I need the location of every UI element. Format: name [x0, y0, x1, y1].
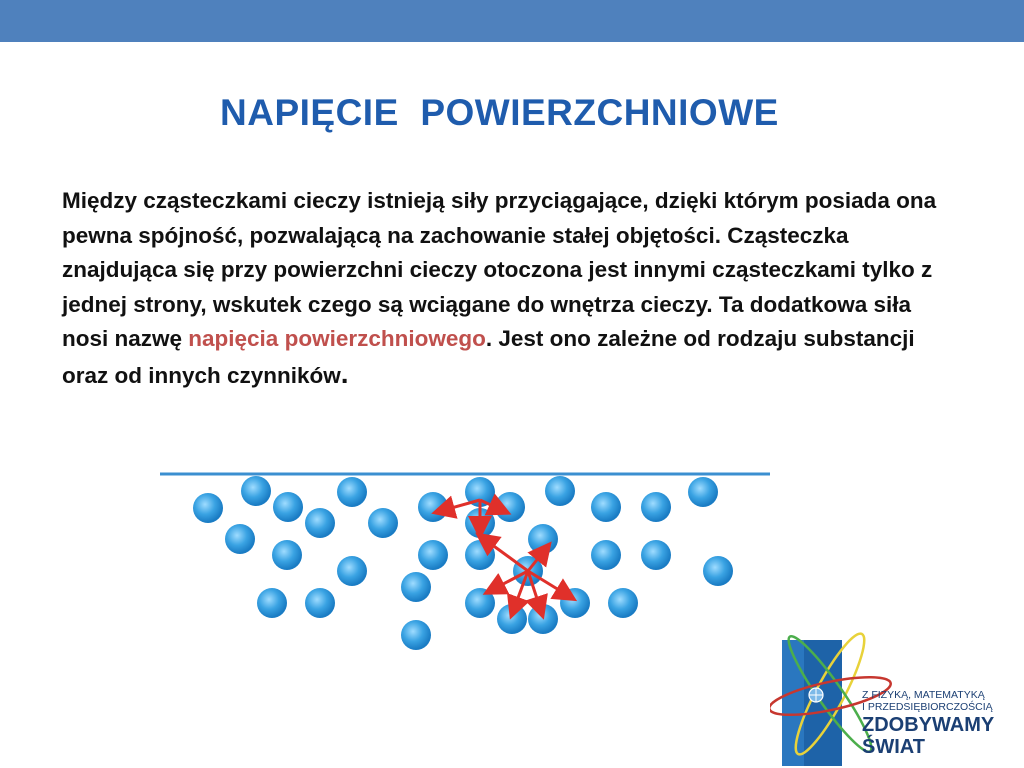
molecule-circle — [703, 556, 733, 586]
logo-subtitle-line-1: Z FIZYKĄ, MATEMATYKĄ — [862, 689, 985, 701]
molecule-circle — [418, 492, 448, 522]
molecule-circle — [545, 476, 575, 506]
molecule-circle — [688, 477, 718, 507]
molecule-circle — [193, 493, 223, 523]
molecule-circle — [465, 588, 495, 618]
molecule-circle — [528, 524, 558, 554]
molecule-circle — [337, 556, 367, 586]
top-bar — [0, 0, 1024, 42]
logo-title-line-2: ŚWIAT — [862, 736, 925, 758]
slide-title: NAPIĘCIE POWIERZCHNIOWE — [220, 92, 779, 133]
molecule-circle — [337, 477, 367, 507]
logo-subtitle-line-2: I PRZEDSIĘBIORCZOŚCIĄ — [862, 701, 993, 713]
molecule-circle — [497, 604, 527, 634]
molecule-circle — [608, 588, 638, 618]
molecules-group — [193, 476, 733, 650]
molecule-circle — [401, 572, 431, 602]
logo-blue-panel-shade — [782, 640, 804, 766]
molecule-circle — [591, 492, 621, 522]
body-paragraph — [62, 184, 962, 393]
molecule-circle — [401, 620, 431, 650]
molecule-circle — [641, 540, 671, 570]
highlighted-term: napięcia powierzchniowego — [188, 326, 486, 351]
molecule-circle — [368, 508, 398, 538]
molecule-circle — [225, 524, 255, 554]
paragraph-text-part-2: . Jest ono zależne od rodzaju substancji oraz od innych czynników — [62, 326, 915, 388]
molecule-circle — [305, 588, 335, 618]
globe-icon — [809, 688, 823, 702]
molecule-circle — [272, 540, 302, 570]
project-logo — [770, 622, 1024, 768]
molecule-circle — [241, 476, 271, 506]
paragraph-period: . — [340, 357, 349, 389]
paragraph-text-part-1: Między cząsteczkami cieczy istnieją siły przyciągające, dzięki którym posiada ona pewna spójność, pozwalającą na zachowanie stałej objętości. Cząsteczka znajdująca się przy powierzchni cieczy otoczona jest innymi cząsteczkami tylko z jednej strony, wskutek czego są wciągane do wnętrza cieczy. Ta dodatkowa siła nosi nazwę — [62, 188, 937, 351]
molecule-circle — [591, 540, 621, 570]
molecule-circle — [305, 508, 335, 538]
molecule-circle — [528, 604, 558, 634]
molecule-circle — [495, 492, 525, 522]
molecules-diagram — [150, 460, 780, 660]
molecule-circle — [257, 588, 287, 618]
logo-title-line-1: ZDOBYWAMY — [862, 714, 995, 736]
molecule-circle — [641, 492, 671, 522]
molecule-circle — [418, 540, 448, 570]
molecule-circle — [273, 492, 303, 522]
